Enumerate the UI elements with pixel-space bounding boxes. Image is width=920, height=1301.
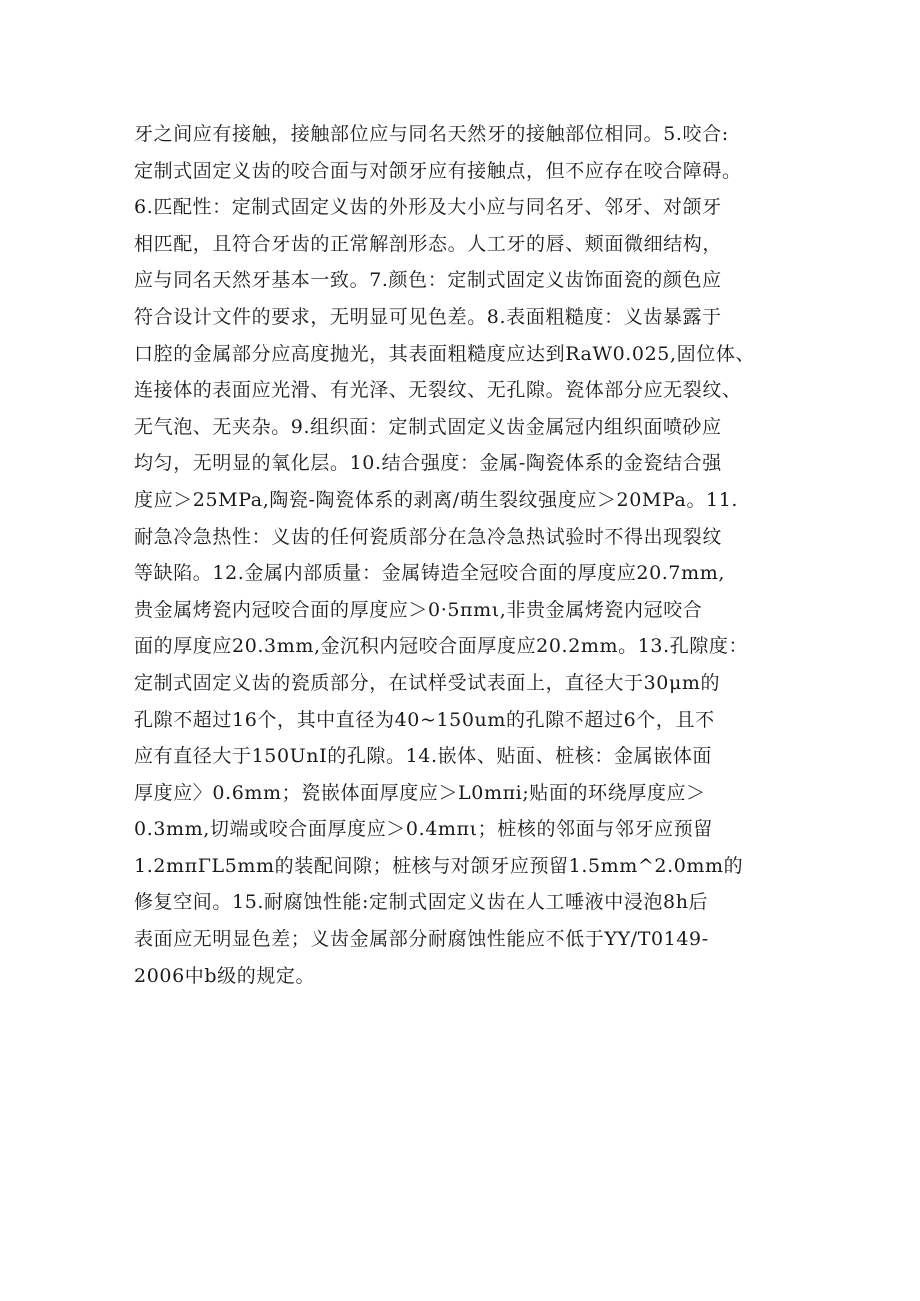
text-line-22: 修复空间。15.耐腐蚀性能:定制式固定义齿在人工唾液中浸泡8h后 [134,891,709,914]
text-line-19: 厚度应〉0.6mm；瓷嵌体面厚度应＞L0mπi;贴面的环绕厚度应＞ [134,781,706,804]
text-line-7: 口腔的金属部分应高度抛光，其表面粗糙度应达到RaW0.025,固位体、 [134,342,756,365]
body-text [134,116,814,994]
text-line-17: 孔隙不超过16个，其中直径为40~150um的孔隙不超过6个，且不 [134,708,715,731]
text-line-14: 贵金属烤瓷内冠咬合面的厚度应＞0·5πmι,非贵金属烤瓷内冠咬合 [134,598,703,621]
text-line-5: 应与同名天然牙基本一致。7.颜色：定制式固定义齿饰面瓷的颜色应 [134,269,722,292]
text-line-1: 牙之间应有接触，接触部位应与同名天然牙的接触部位相同。5.咬合: [134,123,729,145]
text-line-11: 度应＞25MPa,陶瓷-陶瓷体系的剥离/萌生裂纹强度应＞20MPa。11. [134,488,739,511]
text-line-4: 相匹配，且符合牙齿的正常解剖形态。人工牙的唇、颊面微细结构， [134,232,723,255]
text-line-18: 应有直径大于150UnI的孔隙。14.嵌体、贴面、桩核：金属嵌体面 [134,745,713,768]
text-line-15: 面的厚度应20.3mm,金沉积内冠咬合面厚度应20.2mm。13.孔隙度： [134,635,749,658]
text-line-12: 耐急冷急热性：义齿的任何瓷质部分在急冷急热试验时不得出现裂纹 [134,525,723,548]
text-line-10: 均匀，无明显的氧化层。10.结合强度：金属-陶瓷体系的金瓷结合强 [134,452,722,475]
text-line-2: 定制式固定义齿的咬合面与对颌牙应有接触点，但不应存在咬合障碍。 [134,159,742,182]
text-line-21: 1.2mπΓL5mm的装配间隙；桩核与对颌牙应预留1.5mm^2.0mm的 [134,854,744,877]
text-line-20: 0.3mm,切端或咬合面厚度应＞0.4mπι；桩核的邻面与邻牙应预留 [134,818,713,841]
text-line-6: 符合设计文件的要求，无明显可见色差。8.表面粗糙度：义齿暴露于 [134,305,722,328]
text-line-13: 等缺陷。12.金属内部质量：金属铸造全冠咬合面的厚度应20.7mm, [134,562,725,585]
text-line-24: 2006中b级的规定。 [134,964,316,987]
text-line-23: 表面应无明显色差；义齿金属部分耐腐蚀性能应不低于YY/T0149- [134,928,709,951]
text-line-8: 连接体的表面应光滑、有光泽、无裂纹、无孔隙。瓷体部分应无裂纹、 [134,379,742,402]
text-line-3: 6.匹配性：定制式固定义齿的外形及大小应与同名牙、邻牙、对颌牙 [134,196,722,219]
text-line-9: 无气泡、无夹杂。9.组织面：定制式固定义齿金属冠内组织面喷砂应 [134,415,722,438]
text-line-16: 定制式固定义齿的瓷质部分，在试样受试表面上，直径大于30μm的 [134,671,721,694]
